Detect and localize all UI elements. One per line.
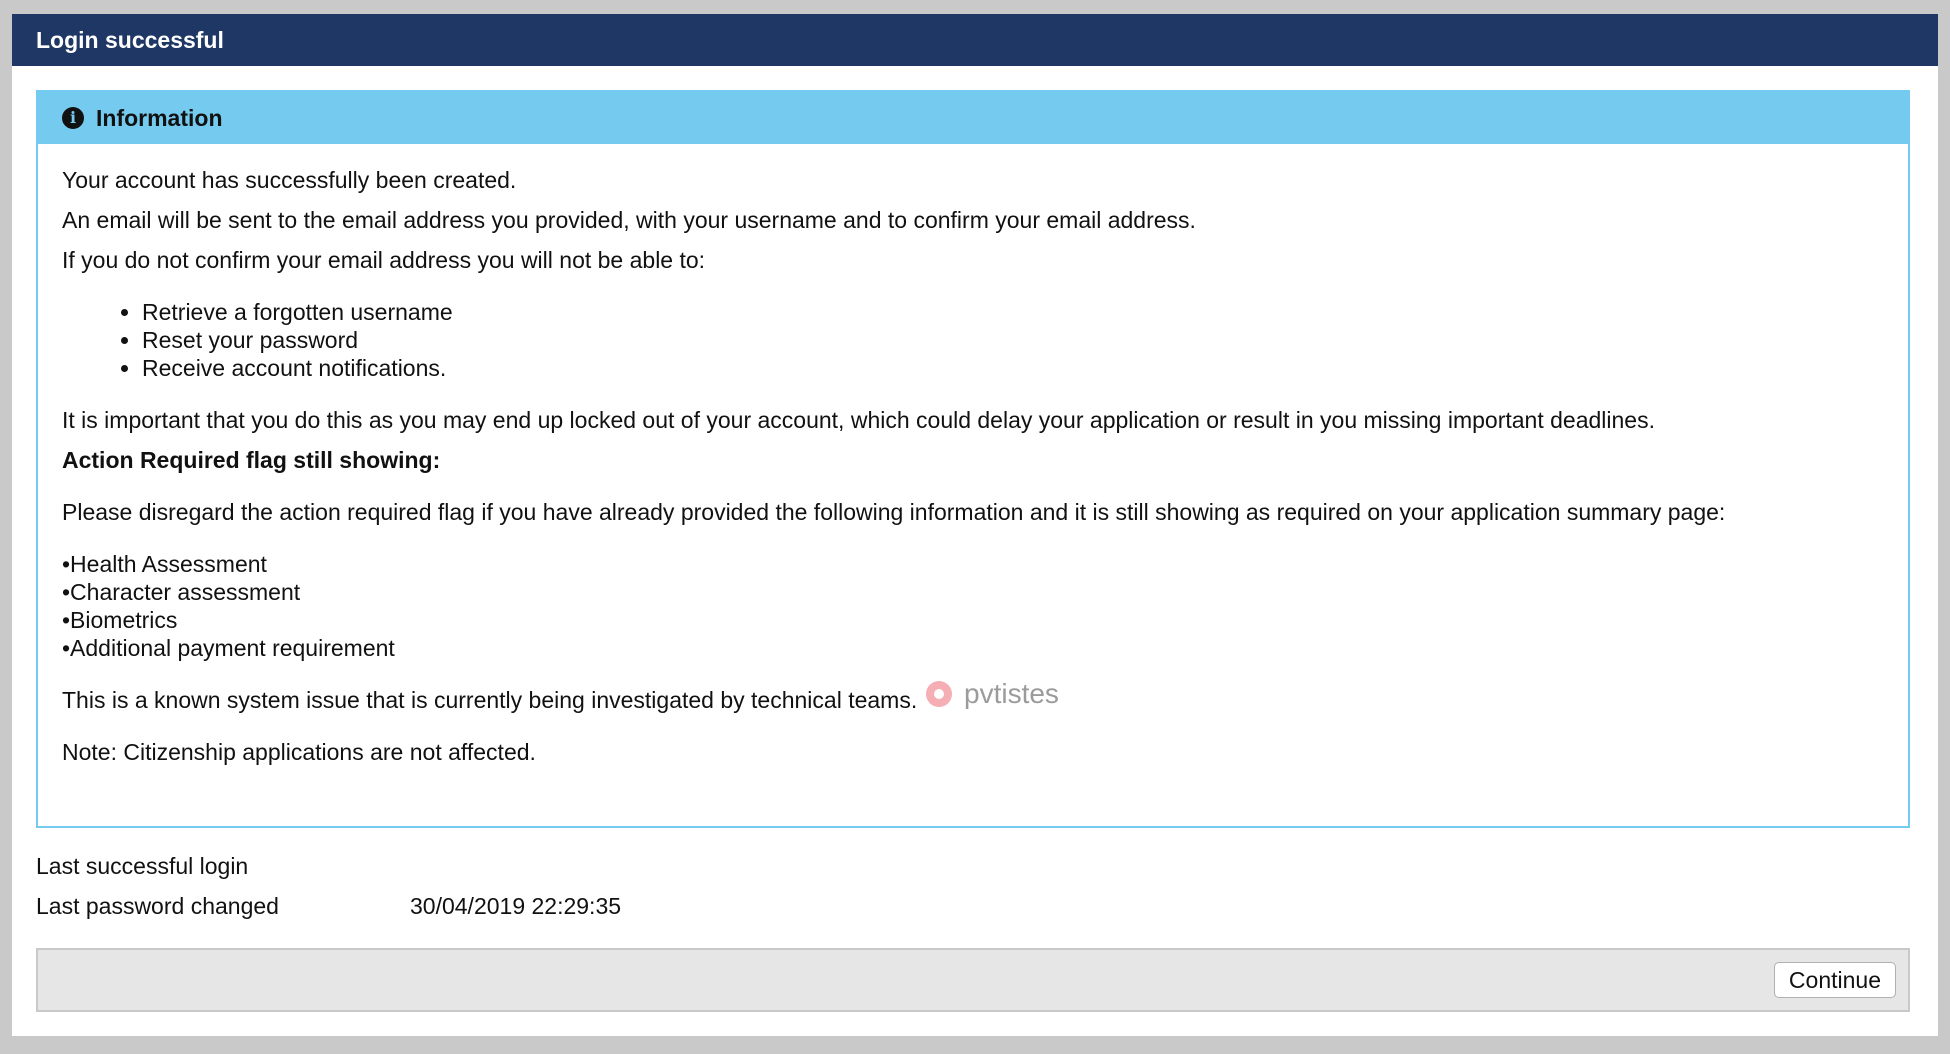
email-notice-text: An email will be sent to the email address you provided, with your username and to confirm your email address. [62,207,1196,233]
info-circle-icon: i [62,107,84,129]
list-item: •Character assessment [62,579,301,605]
watermark-logo-icon [926,681,952,707]
action-required-heading: Action Required flag still showing: [62,447,441,473]
watermark-text: pvtistes [964,678,1059,709]
list-item: •Biometrics [62,607,178,633]
information-header [38,92,1908,144]
list-item: •Additional payment requirement [62,635,395,661]
confirm-warning-text: If you do not confirm your email address you will not be able to: [62,247,706,273]
known-issue-text: This is a known system issue that is currently being investigated by technical teams. [62,687,918,713]
list-item: • Retrieve a forgotten username [142,298,1884,326]
login-details [36,852,621,932]
consequences-list [62,298,1884,382]
account-created-text: Your account has successfully been created. [62,167,517,193]
watermark [926,678,1059,710]
information-panel [36,90,1910,828]
list-item: •Health Assessment [62,551,267,577]
footer-bar [36,948,1910,1012]
list-item: • Receive account notifications. [142,354,1884,382]
password-changed-label: Last password changed [36,893,279,919]
password-changed-row [36,892,621,920]
information-header-label: Information [96,105,223,131]
disregard-flag-text: Please disregard the action required flag if you have already provided the following information and it is still showing as required on your application summary page: [62,499,1726,525]
login-success-window [12,14,1938,1036]
password-changed-value: 30/04/2019 22:29:35 [410,893,622,919]
list-item: • Reset your password [142,326,1884,354]
information-body [38,144,1908,766]
last-login-row [36,852,621,880]
required-items-list [62,550,1884,662]
last-login-label: Last successful login [36,853,249,879]
important-text: It is important that you do this as you may end up locked out of your account, which could delay your application or result in you missing important deadlines. [62,407,1655,433]
citizenship-note-text: Note: Citizenship applications are not affected. [62,739,536,765]
page-title: Login successful [12,14,1938,66]
continue-button[interactable]: Continue [1774,962,1896,998]
